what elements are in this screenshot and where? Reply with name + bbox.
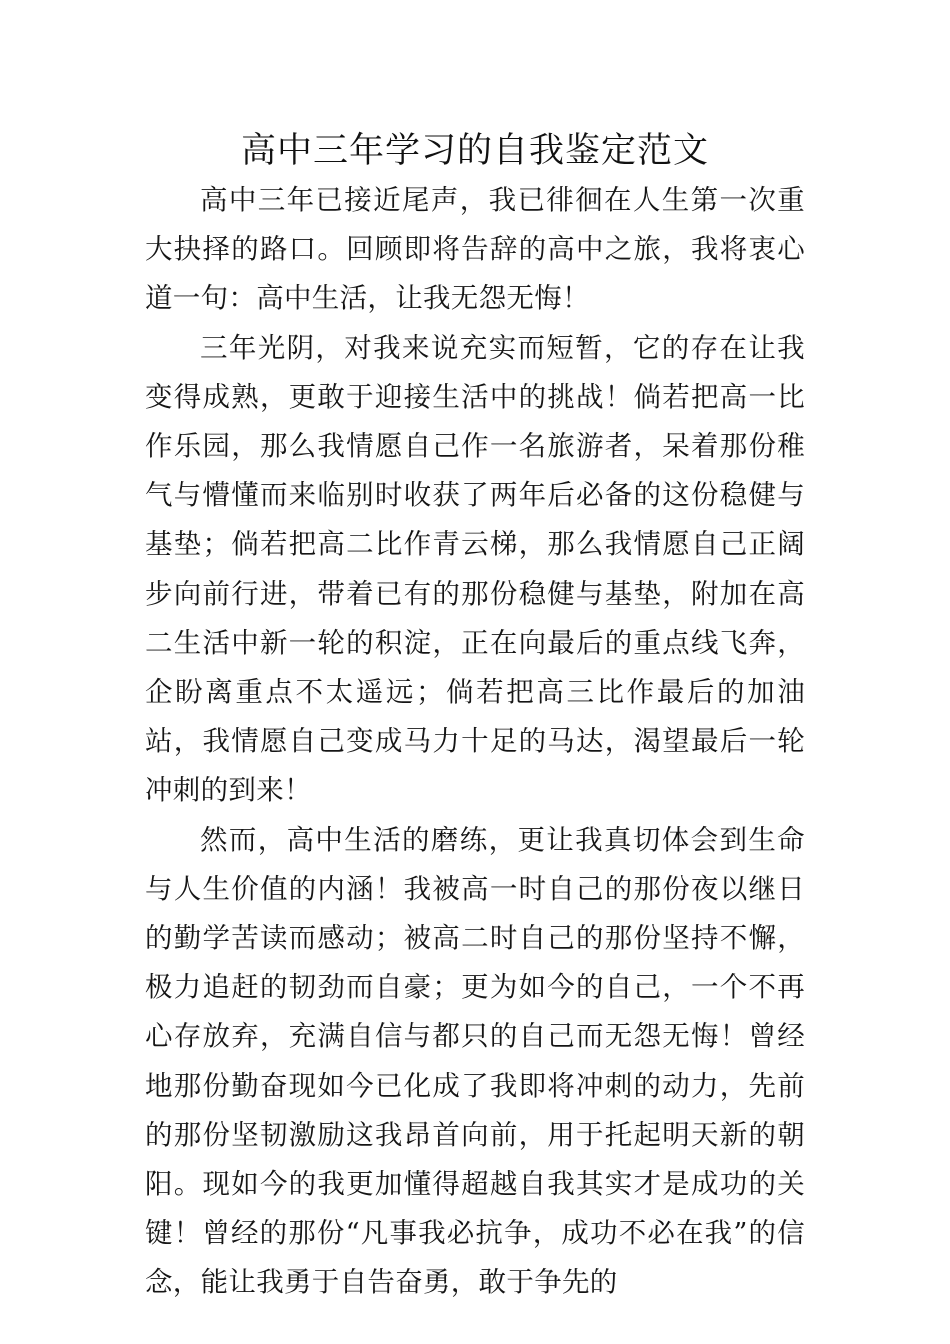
paragraph-3: 然而，高中生活的磨练，更让我真切体会到生命与人生价值的内涵！我被高一时自己的那份夜以继日的勤学苦读而感动；被高二时自己的那份坚持不懈，极力追赶的韧劲而自豪；更为如今的自己，一个不再心存放弃，充满自信与都只的自己而无怨无悔！曾经地那份勤奋现如今已化成了我即将冲刺的动力，先前的那份坚韧激励这我昂首向前，用于托起明天新的朝阳。现如今的我更加懂得超越自我其实才是成功的关键！曾经的那份“凡事我必抗争，成功不必在我”的信念，能让我勇于自告奋勇，敢于争先的 <box>145 823 805 1299</box>
document-body <box>145 176 805 1308</box>
document-title: 高中三年学习的自我鉴定范文 <box>240 131 709 171</box>
paragraph-1: 高中三年已接近尾声，我已徘徊在人生第一次重大抉择的路口。回顾即将告辞的高中之旅，我将衷心道一句：高中生活，让我无怨无悔！ <box>145 184 805 315</box>
paragraph-2: 三年光阴，对我来说充实而短暂，它的存在让我变得成熟，更敢于迎接生活中的挑战！倘若把高一比作乐园，那么我情愿自己作一名旅游者，呆着那份稚气与懵懂而来临别时收获了两年后必备的这份稳健与基垫；倘若把高二比作青云梯，那么我情愿自己正阔步向前行进，带着已有的那份稳健与基垫，附加在高二生活中新一轮的积淀，正在向最后的重点线飞奔，企盼离重点不太遥远；倘若把高三比作最后的加油站，我情愿自己变成马力十足的马达，渴望最后一轮冲刺的到来！ <box>145 331 805 807</box>
